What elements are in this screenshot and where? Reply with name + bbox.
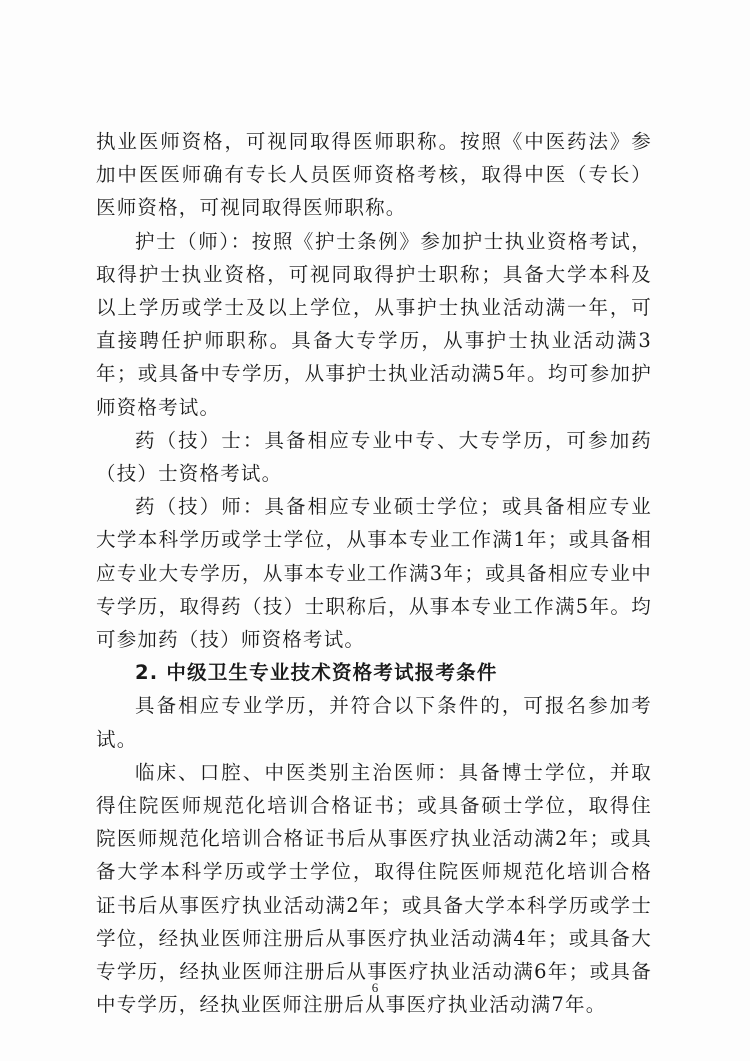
paragraph-nurse: 护士（师）：按照《护士条例》参加护士执业资格考试，取得护士执业资格，可视同取得护士职称；具备大学本科及以上学历或学士及以上学位，从事护士执业活动满一年，可直接聘任护师职称。具备大专学历，从事护士执业活动满3年；或具备中专学历，从事护士执业活动满5年。均可参加护师资格考试。 (96, 229, 652, 419)
paragraph-continuation: 执业医师资格，可视同取得医师职称。按照《中医药法》参加中医医师确有专长人员医师资格考核，取得中医（专长）医师资格，可视同取得医师职称。 (96, 130, 652, 220)
page-number: 6 (371, 980, 379, 995)
document-body (96, 125, 652, 1021)
paragraph-attending-physician: 临床、口腔、中医类别主治医师：具备博士学位，并取得住院医师规范化培训合格证书；或具备硕士学位，取得住院医师规范化培训合格证书后从事医疗执业活动满2年；或具备大学本科学历或学士学位，取得住院医师规范化培训合格证书后从事医疗执业活动满2年；或具备大学本科学历或学士学位，经执业医师注册后从事医疗执业活动满4年；或具备大专学历，经执业医师注册后从事医疗执业活动满6年；或具备中专学历，经执业医师注册后从事医疗执业活动满7年。 (96, 760, 652, 1017)
paragraph-intro: 具备相应专业学历，并符合以下条件的，可报名参加考试。 (96, 694, 652, 751)
section-heading: 2. 中级卫生专业技术资格考试报考条件 (135, 661, 498, 685)
paragraph-pharmacist: 药（技）师：具备相应专业硕士学位；或具备相应专业大学本科学历或学士学位，从事本专业工作满1年；或具备相应专业大专学历，从事本专业工作满3年；或具备相应专业中专学历，取得药（技）士职称后，从事本专业工作满5年。均可参加药（技）师资格考试。 (96, 495, 652, 652)
paragraph-pharmacy-technician: 药（技）士：具备相应专业中专、大专学历，可参加药（技）士资格考试。 (96, 428, 652, 486)
